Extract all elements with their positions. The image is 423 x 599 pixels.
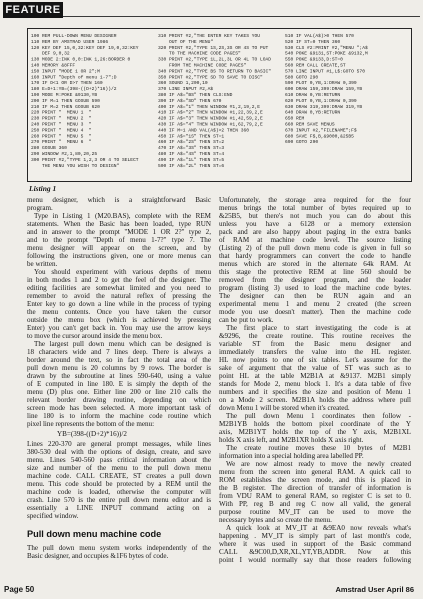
paragraph xyxy=(27,212,211,268)
text-line: in both modes 1 and 2 to get the feel of the designer. The xyxy=(27,276,211,284)
listing-line: 430 IF A$="4" THEN WINDOW #1,62,79,2,E xyxy=(158,121,263,127)
text-line: from VDU RAM to general RAM, so register C is set to 0. xyxy=(219,492,411,500)
text-line: statements. When the Basic has been loaded, type RUN xyxy=(27,220,211,228)
text-line: editing facilities are somewhat limited and you need to xyxy=(27,284,211,292)
listing-line: 340 PRINT #2,"TYPE BS TO RETURN TO BASIC" xyxy=(158,68,272,74)
paragraph xyxy=(219,524,411,564)
text-line: menu. This code should be protected by a REM until the xyxy=(27,480,211,488)
text-line: Lines 220-370 are general prompt messages, while lines xyxy=(27,440,211,448)
listing-line: 520 IF ST=0 THEN 360 xyxy=(285,38,341,45)
text-line: point HL at the table M2B1A at &9137. M2B1 simply xyxy=(219,372,411,380)
text-line: line 180 is to inform the machine code routine which xyxy=(27,412,211,420)
listing-line: 480 IF A$="4S" THEN ST=4 xyxy=(158,150,225,157)
listing-line: 390 IF A$="SD" THEN 670 xyxy=(158,97,222,104)
paragraph xyxy=(219,444,411,460)
listing-line: FROM THE MACHINE CODE PAGES" xyxy=(158,62,247,68)
text-line: specified window. xyxy=(27,512,79,520)
text-line: outside the menu box (which is achieved by pressing xyxy=(27,316,211,324)
text-line: We are now almost ready to move the newly created xyxy=(226,460,411,468)
text-line: M2B1YB holds the bottom pixel coordinate of the Y xyxy=(219,420,411,428)
listing-line: 180 E=D+1:YB=(398-((D+2)*16))/2 xyxy=(31,86,117,92)
section-heading: Pull down menu machine code xyxy=(27,529,162,539)
listing-line: 370 LINE INPUT #2,A$ xyxy=(158,86,214,92)
text-line: down Menu 1 will be stored when it's created. xyxy=(219,404,350,412)
listing-line: 280 GOSUB 360 xyxy=(31,145,67,151)
listing-line: 190 MODE M:POKE &9130,YB xyxy=(31,91,98,98)
paragraph xyxy=(219,412,411,444)
text-line: this stage the protective REM at line 560 should be xyxy=(219,268,411,276)
listing-line: 640 DRAW 0,YB:RETURN xyxy=(285,109,341,116)
paragraph-group xyxy=(27,440,211,520)
listing-line: 550 POKE &9133,D:ST=0 xyxy=(285,56,343,63)
listing-line: 620 PLOT 0,YB,1:DRAW 0,399 xyxy=(285,97,357,104)
text-line: axis, M2B1YT holds the top of the Y axis, M2B1XL xyxy=(219,428,411,436)
listing-line: 260 PRINT " MENU 5 " xyxy=(31,133,92,139)
listing-line: 440 IF M=1 AND VAL(A$)>2 THEN 360 xyxy=(158,127,249,133)
paragraph-group xyxy=(219,196,411,564)
listing-line: 230 PRINT " MENU 2 " xyxy=(31,115,92,122)
text-line: removed from the designer program, and the loader xyxy=(219,276,411,284)
text-line: be written. xyxy=(27,260,58,268)
paragraph xyxy=(27,440,211,520)
text-line: variable ST from the Basic menu designer and xyxy=(219,340,411,348)
listing-line: 120 KEY DEF 15,0,32:KEY DEF 19,0,32:KEY xyxy=(31,44,139,51)
listing-line: 690 GOTO 290 xyxy=(285,139,319,145)
text-line: can be put to work. xyxy=(219,316,274,324)
text-line: pack and are also happy about paging in the extra banks xyxy=(219,228,411,236)
listing-line: 490 IF A$="1L" THEN ST=5 xyxy=(158,156,225,163)
listing-caption: Listing 1 xyxy=(29,184,57,193)
text-line: The pull down Menu 1 coordinates then follow - xyxy=(226,412,411,420)
text-line: to move the cursor around inside the menu box. xyxy=(27,332,163,340)
listing-line: TO THE MACHINE CODE PAGES" xyxy=(158,50,241,57)
listing-line: 110 REM BY AMSTRAD USER 1986 xyxy=(31,38,109,45)
text-line: ROM establishes the screen mode, and this is placed in xyxy=(219,476,411,484)
text-line: The first place to start investigating the code is at xyxy=(226,324,411,332)
text-line: A quick look at MV_IT at &9EA0 now reveals what's xyxy=(226,524,411,532)
text-line: menu. Lines 540-560 pass critical information about the xyxy=(27,456,211,464)
section-tag: FEATURE xyxy=(3,2,63,18)
text-line: holds X axis left, and M2B1XR holds X axis right. xyxy=(219,436,364,444)
text-line: With PP, reg B and reg C now all valid, the general xyxy=(219,500,411,508)
listing-line: 450 IF A$="1S" THEN ST=1 xyxy=(158,133,225,139)
text-line: drawn by the subroutine at lines 590-640, using a value xyxy=(27,372,211,380)
paragraph xyxy=(219,196,411,324)
text-line: program. xyxy=(27,204,53,212)
listing-line: 530 CLS #2:PRINT #2,"MENU ";A$ xyxy=(285,44,368,51)
listing-line: 270 PRINT " MENU 6 " xyxy=(31,139,92,145)
listing-column xyxy=(158,33,283,169)
text-line: and to the prompt "Depth of menu 1-7?" type 7. The xyxy=(27,236,211,244)
listing-line: 240 PRINT " MENU 3 " xyxy=(31,121,92,127)
listing-column xyxy=(285,33,410,145)
text-line: menu from the screen into general RAM. A quick call to xyxy=(219,468,411,476)
text-line: of E computed in line 180. E is simply the depth of the xyxy=(27,380,211,388)
text-line: The create routine moves these 10 bytes of M2B1 xyxy=(226,444,411,452)
listing-line: 460 IF A$="2S" THEN ST=2 xyxy=(158,139,225,145)
listing-line: 570 LINE INPUT #1,L$:GOTO 570 xyxy=(285,68,365,74)
text-line: stands for Mode 2, menu block 1. It's a data table of five xyxy=(219,380,411,388)
text-line: CALL &9C00,D,XR,XL,YT,YB,ADDR. Now at this xyxy=(219,548,411,556)
text-line: Basic designer, and occupies &1F6 bytes of code. xyxy=(27,552,169,560)
paragraph xyxy=(219,460,411,524)
listing-line: 290 WINDOW #2,1,80,20,25 xyxy=(31,150,98,157)
text-line: Enter) you can't get back in. You may use the arrow keys xyxy=(27,324,211,332)
paragraph xyxy=(219,324,411,412)
text-line: HL now points to one of six tables. Let's assume for the xyxy=(219,356,411,364)
paragraph-group xyxy=(27,544,211,560)
text-line: relevant border drawing routine, depending on which xyxy=(27,396,211,404)
text-line: screen mode has been selected. A more important task of xyxy=(27,404,211,412)
listing-line: 200 IF M=1 THEN GOSUB 590 xyxy=(31,97,100,104)
listing-line: 330 PRINT #2,"TYPE 1L,2L,3L OR 4L TO LOAD xyxy=(158,56,272,63)
listing-line: THE MENU YOU WISH TO DESIGN" xyxy=(31,162,120,169)
text-line: Type in Listing 1 (M20.BAS), complete with the REM xyxy=(34,212,211,220)
header-rule xyxy=(63,16,420,17)
text-line: pixel line represents the bottom of the menu: xyxy=(27,420,155,428)
paragraph xyxy=(27,268,211,340)
listing-line: 380 IF A$="BS" THEN CLS:END xyxy=(158,91,233,98)
issue-label: Amstrad User April 86 xyxy=(335,585,414,594)
text-line: mode you use doesn't matter). Then the machine code xyxy=(219,308,411,316)
text-line: immediately transfers the value into the HL register. xyxy=(219,348,411,356)
text-line: &9296, the create routine. This routine receives the xyxy=(219,332,411,340)
listing-line: 680 SAVE F$,B,&9000,&25B5 xyxy=(285,133,354,139)
text-line: remember to avoid the natural reflex of pressing the xyxy=(27,292,211,300)
text-line: crash. Line 570 is the entire pull down menu editor and is xyxy=(27,496,211,504)
text-line: menu designer will appear on the screen, and by xyxy=(27,244,211,252)
paragraph xyxy=(27,340,211,428)
text-line: information into a special holding area labelled PP. xyxy=(219,452,364,460)
text-line: menus which are stored in the alternate 64k RAM. At xyxy=(219,260,411,268)
text-line: border around the text, so in fact the total area of the xyxy=(27,356,211,364)
text-line: (Listing 2) of the pull down menu code is given in full so xyxy=(219,244,411,252)
text-line: program (listing 3) used to load the machine code bytes. xyxy=(219,284,411,292)
text-line: The pull down menu system works independently of the xyxy=(27,544,211,552)
text-line: Enter key to go down a line while in the process of typing xyxy=(27,300,211,308)
listing-line: 660 REM SAVE MENUS xyxy=(285,121,335,127)
listing-line: 630 DRAW 319,399:DRAW 319,YB xyxy=(285,103,363,110)
listing-line: 420 IF A$="3" THEN WINDOW #1,42,59,2,E xyxy=(158,115,263,122)
listing-line: 610 DRAW 0,YB:RETURN xyxy=(285,91,341,98)
text-line: unless you have a 6128 or a memory extension xyxy=(219,220,411,228)
listing-line: 670 INPUT #2,"FILENAME";F$ xyxy=(285,127,357,133)
listing-line: 510 IF VAL(A$)>0 THEN 570 xyxy=(285,33,354,39)
text-line: sake of argument that the value of ST was such as to xyxy=(219,364,411,372)
text-line: of RAM at machine code level. The source listing xyxy=(219,236,411,244)
text-line: menu designer, which is a straightforward Basic xyxy=(27,196,211,204)
listing-line: 250 PRINT " MENU 4 " xyxy=(31,127,92,133)
text-line: size and number of the menu to the pull down menu xyxy=(27,464,211,472)
text-line: &25B5, but there's not much you can do about this xyxy=(219,212,411,220)
text-line: machine code is loaded, otherwise the computer will xyxy=(27,488,211,496)
text-line: where it was used in support of the Basic command xyxy=(219,540,411,548)
listing-line: 160 INPUT "Depth of menu 1-7";D xyxy=(31,74,117,80)
text-line: You should experiment with various depths of menu xyxy=(34,268,211,276)
paragraph xyxy=(27,544,211,560)
listing-line: 410 IF A$="2" THEN WINDOW #1,22,39,2,E xyxy=(158,109,263,116)
text-line: 380-530 deal with the options of design, create, and save xyxy=(27,448,211,456)
text-line: on a Mode 2 screen. M2B1A holds the address where pull xyxy=(219,396,411,404)
text-line: necessary bytes and so create the menu. xyxy=(219,516,332,524)
text-line: menus brings the total number of bytes required up to xyxy=(219,204,411,212)
text-line: that hardy programmers can convert the code to handle xyxy=(219,252,411,260)
text-line: essentially a LINE INPUT command acting on a xyxy=(27,504,211,512)
listing-line: 590 PLOT 0,YB,1:DRAW 0,399 xyxy=(285,80,357,86)
listing-line: 140 MEMORY &8FFF xyxy=(31,62,76,68)
paragraph xyxy=(27,196,211,212)
text-line: The designer can then be RUN again and an xyxy=(219,292,411,300)
listing-line: 210 IF M=2 THEN GOSUB 620 xyxy=(31,103,100,110)
text-line: Unfortunately, the storage area required for the four xyxy=(219,196,411,204)
listing-line: 360 SOUND 1,200,10 xyxy=(158,80,208,86)
text-line: following the instructions given, one or more menus can xyxy=(27,252,211,260)
text-line: purpose routine MV_IT can be used to move the xyxy=(219,508,411,516)
article-left-column xyxy=(27,196,211,560)
listing-line: 220 PRINT " MENU 1 " xyxy=(31,109,92,116)
article-right-column xyxy=(219,196,411,564)
listing-line: 580 GOTO 290 xyxy=(285,74,319,80)
paragraph-group xyxy=(27,196,211,428)
listing-line: 470 IF A$="3S" THEN ST=3 xyxy=(158,145,225,151)
text-line: experimental menu 1 and menu 2 created (the screen xyxy=(219,300,411,308)
text-line: happening . MV_IT is simply part of last month's code, xyxy=(219,532,411,540)
listing-line: 100 REM PULL-DOWN MENU DESIGNER xyxy=(31,33,117,39)
listing-line: 130 MODE 2:INK 0,0:INK 1,26:BORDER 0 xyxy=(31,56,131,63)
text-line: and in answer to the prompt "MODE 1 OR 2?" type 2, xyxy=(27,228,211,236)
listing-line: 170 IF D<1 OR D>7 THEN 160 xyxy=(31,80,103,86)
text-line: point I would normally say that those readers following xyxy=(219,556,411,564)
listing-line: 320 PRINT #2,"TYPE 1S,2S,3S OR 4S TO PUT xyxy=(158,44,269,51)
listing-line: OUT OF THE MENU" xyxy=(158,38,214,45)
listing-line: 310 PRINT #2,"THE ENTER KEY TAKES YOU xyxy=(158,33,260,39)
program-listing xyxy=(27,28,412,182)
listing-line: 540 POKE &9131,ST:POKE &9132,M xyxy=(285,50,368,57)
text-line: pull down menu is 20 columns by 9 rows. The border is xyxy=(27,364,211,372)
page-number: Page 50 xyxy=(4,585,35,594)
listing-line: 600 DRAW 159,399:DRAW 159,YB xyxy=(285,86,363,92)
text-line: the menu contents. Once you have taken the cursor xyxy=(27,308,211,316)
text-line: menu (D) plus one. Either line 200 or line 210 calls the xyxy=(27,388,211,396)
listing-line: 560 REM CALL CREATE,ST xyxy=(285,62,346,68)
listing-line: DEF 9,0,32 xyxy=(31,50,70,57)
text-line: 18 characters wide and 7 lines deep. There is always a xyxy=(27,348,211,356)
formula: YB=(398-((D+2)*16))/2 xyxy=(57,430,127,438)
text-line: The largest pull down menu which can be designed is xyxy=(34,340,211,348)
text-line: the B register. The direction of transfer of information is xyxy=(219,484,411,492)
text-line: numbers and it specifies the size and position of Menu 1 xyxy=(219,388,411,396)
listing-line: 400 IF A$="1" THEN WINDOW #1,2,19,2,E xyxy=(158,103,260,110)
text-line: machine code. CALL CREATE, ST creates a pull down xyxy=(27,472,211,480)
listing-line: 650 REM xyxy=(285,115,305,122)
listing-line: 500 IF A$="2L" THEN ST=6 xyxy=(158,162,225,169)
listing-line: 300 PRINT #2,"TYPE 1,2,3 OR 4 TO SELECT xyxy=(31,156,139,163)
listing-line: 350 PRINT #2,"TYPE SD TO SAVE TO DISC" xyxy=(158,74,263,80)
listing-line: 150 INPUT "MODE 1 OR 2";M xyxy=(31,68,100,74)
listing-column xyxy=(31,33,156,169)
